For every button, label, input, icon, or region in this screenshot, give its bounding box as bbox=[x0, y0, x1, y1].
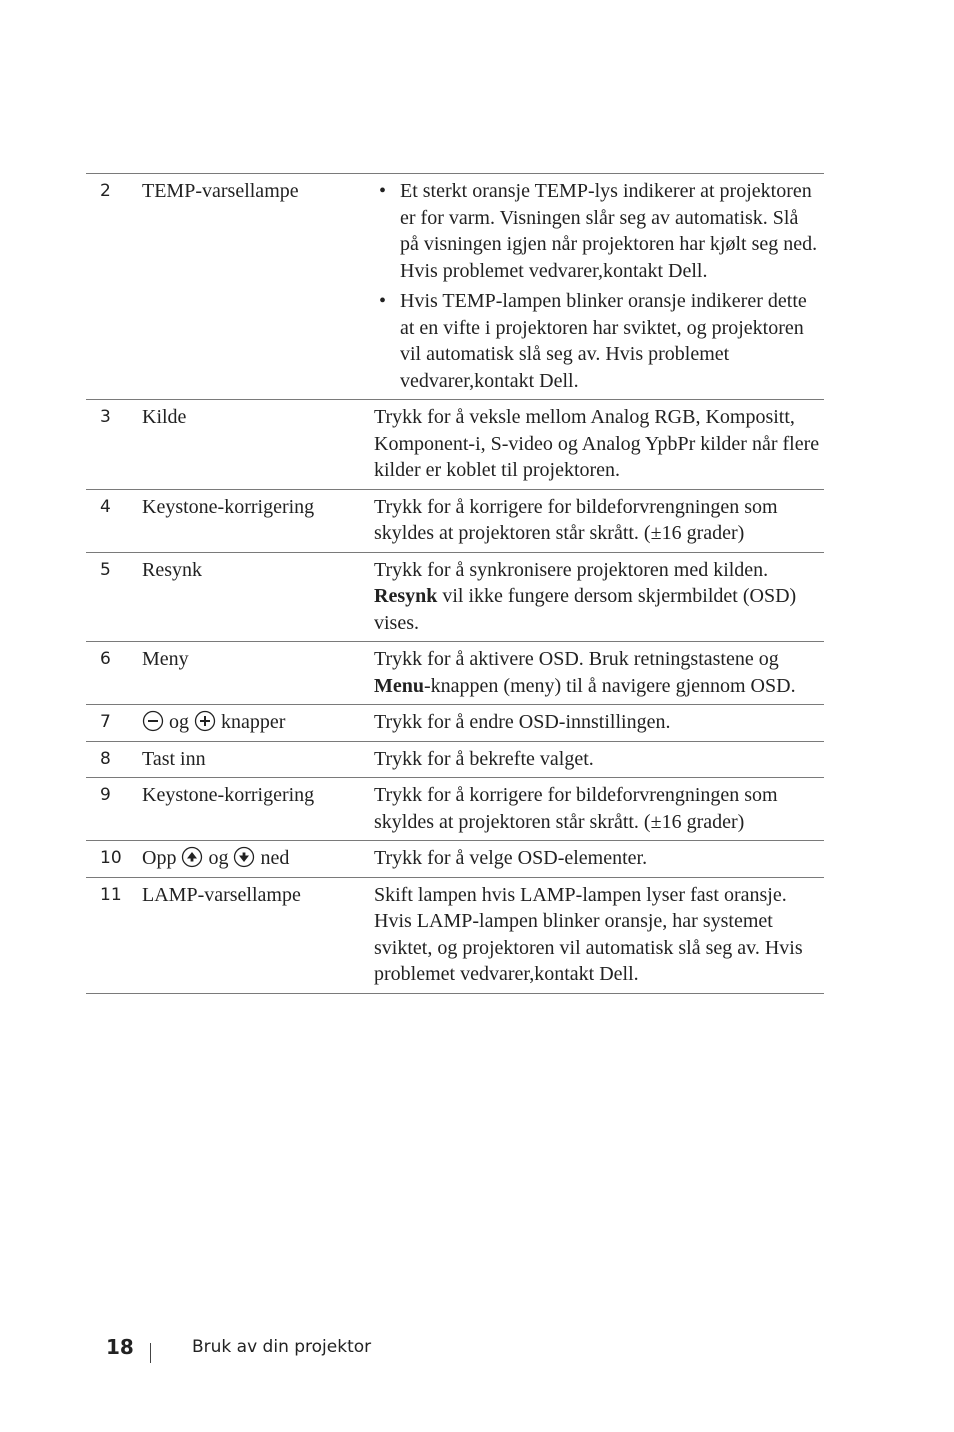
table-row bbox=[86, 841, 824, 878]
function-description: Trykk for å korrigere for bildeforvrengningen som skyldes at projektoren står skrått. (±16 grader) bbox=[374, 784, 778, 833]
function-description: Trykk for å bekrefte valget. bbox=[374, 747, 594, 770]
table-row bbox=[86, 400, 824, 490]
table-row bbox=[86, 778, 824, 841]
bullet-item: • Hvis TEMP-lampen blinker oransje indikerer dette at en vifte i projektoren har sviktet, og projektoren vil automatisk slå seg av. Hvis problemet vedvarer,kontakt Dell. bbox=[374, 288, 820, 394]
description-bold-term: Resynk bbox=[374, 585, 438, 607]
function-text: og bbox=[164, 711, 194, 733]
function-text: Opp bbox=[142, 847, 182, 869]
description-text: -knappen (meny) til å navigere gjennom OSD. bbox=[424, 674, 796, 697]
description-text: vil ikke fungere dersom skjermbildet (OSD) vises. bbox=[374, 585, 797, 634]
row-number: 7 bbox=[100, 712, 111, 732]
up-arrow-circle-icon bbox=[181, 846, 203, 868]
row-number: 10 bbox=[100, 848, 122, 868]
row-number: 3 bbox=[100, 407, 111, 427]
table-row bbox=[86, 174, 824, 400]
down-arrow-circle-icon bbox=[233, 846, 255, 868]
function-description bbox=[374, 557, 824, 637]
row-number: 4 bbox=[100, 496, 111, 517]
page-number: 18 bbox=[106, 1335, 134, 1359]
table-row bbox=[86, 490, 824, 553]
function-name: TEMP-varsellampe bbox=[142, 180, 299, 202]
function-name: Meny bbox=[142, 648, 189, 670]
chapter-title: Bruk av din projektor bbox=[192, 1337, 372, 1357]
function-name: Keystone-korrigering bbox=[142, 495, 315, 518]
row-number: 8 bbox=[100, 748, 111, 769]
function-name: Resynk bbox=[142, 558, 202, 581]
row-number: 5 bbox=[100, 559, 111, 580]
table-row bbox=[86, 705, 824, 742]
function-description: Trykk for å velge OSD-elementer. bbox=[374, 847, 648, 869]
function-text: og bbox=[203, 847, 234, 869]
function-name: LAMP-varsellampe bbox=[142, 883, 301, 906]
table-row bbox=[86, 742, 824, 779]
table-row bbox=[86, 878, 824, 994]
description-bold-term: Menu bbox=[374, 674, 424, 697]
description-text: Trykk for å synkronisere projektoren med kilden. bbox=[374, 558, 769, 581]
plus-circle-icon bbox=[194, 710, 216, 732]
bullet-list bbox=[374, 178, 820, 394]
function-text: ned bbox=[255, 847, 290, 869]
function-name: Tast inn bbox=[142, 747, 206, 770]
function-name: Kilde bbox=[142, 406, 187, 428]
row-number: 2 bbox=[100, 181, 111, 201]
button-function-table bbox=[86, 173, 824, 994]
row-number: 11 bbox=[100, 884, 122, 905]
function-description: Trykk for å endre OSD-innstillingen. bbox=[374, 711, 671, 733]
footer-divider bbox=[150, 1343, 151, 1363]
minus-circle-icon bbox=[142, 710, 164, 732]
function-description: Skift lampen hvis LAMP-lampen lyser fast oransje. Hvis LAMP-lampen blinker oransje, har systemet sviktet, og projektoren vil automatisk slå seg av. Hvis problemet vedvarer,kontakt Dell. bbox=[374, 883, 803, 985]
table-row bbox=[86, 553, 824, 643]
description-text: Trykk for å aktivere OSD. Bruk retningstastene og bbox=[374, 648, 779, 670]
function-text: knapper bbox=[216, 711, 286, 733]
function-description bbox=[374, 646, 824, 699]
function-description: Trykk for å veksle mellom Analog RGB, Kompositt, Komponent-i, S-video og Analog YpbPr kilder når flere kilder er koblet til projektoren. bbox=[374, 406, 820, 481]
function-name bbox=[142, 709, 374, 736]
function-description: Trykk for å korrigere for bildeforvrengningen som skyldes at projektoren står skrått. (±16 grader) bbox=[374, 495, 778, 544]
row-number: 9 bbox=[100, 785, 111, 805]
row-number: 6 bbox=[100, 649, 111, 669]
table-row bbox=[86, 642, 824, 705]
function-name: Keystone-korrigering bbox=[142, 784, 315, 806]
bullet-item: • Et sterkt oransje TEMP-lys indikerer at projektoren er for varm. Visningen slår seg av automatisk. Slå på visningen igjen når projektoren har kjølt seg ned. Hvis problemet vedvarer,kontakt Dell. bbox=[374, 178, 820, 284]
function-description bbox=[374, 178, 824, 394]
function-name bbox=[142, 845, 374, 872]
